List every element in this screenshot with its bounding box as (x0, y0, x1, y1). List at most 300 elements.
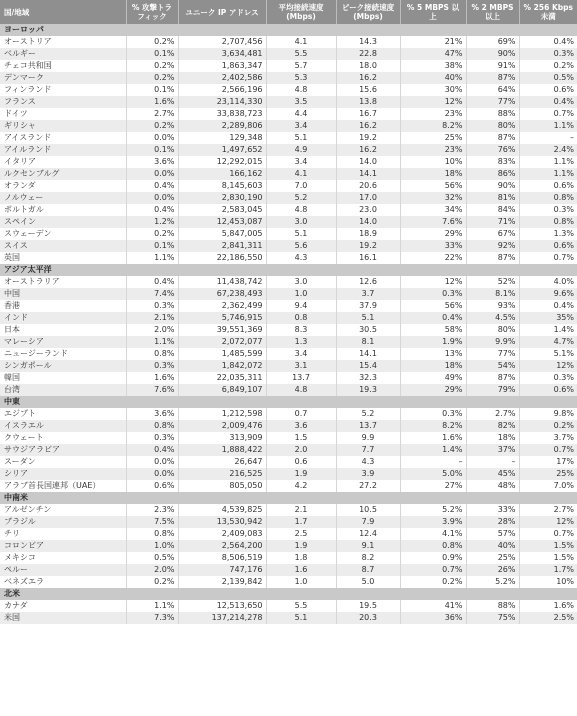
avg-speed-cell: 5.3 (266, 72, 336, 84)
peak-speed-cell: 22.8 (336, 48, 400, 60)
above-2mbps-cell: 25% (466, 552, 519, 564)
attack-traffic-cell: 1.1% (126, 252, 178, 264)
table-row (0, 612, 577, 624)
above-2mbps-cell: 79% (466, 384, 519, 396)
above-2mbps-cell: 82% (466, 420, 519, 432)
below-256kbps-cell: 1.1% (519, 120, 577, 132)
unique-ip-cell: 11,438,742 (178, 276, 266, 288)
avg-speed-cell: 3.6 (266, 420, 336, 432)
country-cell: 英国 (0, 252, 126, 264)
region-header-row (0, 588, 577, 600)
unique-ip-cell: 8,145,603 (178, 180, 266, 192)
country-cell: チリ (0, 528, 126, 540)
country-cell: ポルトガル (0, 204, 126, 216)
table-row (0, 240, 577, 252)
above-5mbps-cell: 40% (400, 72, 466, 84)
unique-ip-cell: 2,139,842 (178, 576, 266, 588)
peak-speed-cell: 5.0 (336, 576, 400, 588)
avg-speed-cell: 5.6 (266, 240, 336, 252)
unique-ip-cell: 12,453,087 (178, 216, 266, 228)
above-2mbps-cell: 88% (466, 108, 519, 120)
attack-traffic-cell: 7.6% (126, 384, 178, 396)
table-row (0, 300, 577, 312)
above-2mbps-cell: 4.5% (466, 312, 519, 324)
table-body (0, 24, 577, 624)
unique-ip-cell: 1,497,652 (178, 144, 266, 156)
table-row (0, 456, 577, 468)
below-256kbps-cell: 3.7% (519, 432, 577, 444)
country-cell: コロンビア (0, 540, 126, 552)
table-row (0, 552, 577, 564)
unique-ip-cell: 39,551,369 (178, 324, 266, 336)
country-cell: オーストリア (0, 36, 126, 48)
attack-traffic-cell: 0.3% (126, 360, 178, 372)
peak-speed-cell: 18.9 (336, 228, 400, 240)
above-2mbps-cell: 75% (466, 612, 519, 624)
table-row (0, 156, 577, 168)
attack-traffic-cell: 2.0% (126, 564, 178, 576)
avg-speed-cell: 5.1 (266, 132, 336, 144)
region-name: アジア太平洋 (0, 264, 577, 276)
above-5mbps-cell: 5.2% (400, 504, 466, 516)
below-256kbps-cell: 17% (519, 456, 577, 468)
peak-speed-cell: 32.3 (336, 372, 400, 384)
country-cell: スウェーデン (0, 228, 126, 240)
peak-speed-cell: 19.3 (336, 384, 400, 396)
above-2mbps-cell: 37% (466, 444, 519, 456)
below-256kbps-cell: 0.7% (519, 528, 577, 540)
unique-ip-cell: 2,409,083 (178, 528, 266, 540)
country-cell: スーダン (0, 456, 126, 468)
avg-speed-cell: 3.4 (266, 156, 336, 168)
table-row (0, 480, 577, 492)
unique-ip-cell: 23,114,330 (178, 96, 266, 108)
peak-speed-cell: 14.0 (336, 156, 400, 168)
attack-traffic-cell: 1.1% (126, 600, 178, 612)
unique-ip-cell: 67,238,493 (178, 288, 266, 300)
unique-ip-cell: 2,362,499 (178, 300, 266, 312)
attack-traffic-cell: 0.0% (126, 456, 178, 468)
above-2mbps-cell: – (466, 456, 519, 468)
avg-speed-cell: 0.6 (266, 456, 336, 468)
above-5mbps-cell: 56% (400, 180, 466, 192)
country-cell: オランダ (0, 180, 126, 192)
below-256kbps-cell: 1.1% (519, 168, 577, 180)
unique-ip-cell: 6,849,107 (178, 384, 266, 396)
region-header-row (0, 264, 577, 276)
country-cell: オーストラリア (0, 276, 126, 288)
table-header (0, 0, 577, 24)
above-5mbps-cell: 5.0% (400, 468, 466, 480)
unique-ip-cell: 1,888,422 (178, 444, 266, 456)
header-avg-speed: 平均接続速度 (Mbps) (266, 0, 336, 24)
peak-speed-cell: 5.2 (336, 408, 400, 420)
avg-speed-cell: 4.9 (266, 144, 336, 156)
below-256kbps-cell: 0.3% (519, 48, 577, 60)
country-cell: エジプト (0, 408, 126, 420)
table-row (0, 468, 577, 480)
table-row (0, 252, 577, 264)
above-2mbps-cell: 90% (466, 48, 519, 60)
avg-speed-cell: 0.7 (266, 408, 336, 420)
peak-speed-cell: 10.5 (336, 504, 400, 516)
avg-speed-cell: 3.1 (266, 360, 336, 372)
table-row (0, 408, 577, 420)
above-5mbps-cell: 0.3% (400, 408, 466, 420)
attack-traffic-cell: 0.8% (126, 420, 178, 432)
above-2mbps-cell: 87% (466, 72, 519, 84)
unique-ip-cell: 2,072,077 (178, 336, 266, 348)
table-row (0, 72, 577, 84)
avg-speed-cell: 5.2 (266, 192, 336, 204)
below-256kbps-cell: 2.7% (519, 504, 577, 516)
peak-speed-cell: 14.3 (336, 36, 400, 48)
below-256kbps-cell: 7.0% (519, 480, 577, 492)
country-cell: カナダ (0, 600, 126, 612)
peak-speed-cell: 30.5 (336, 324, 400, 336)
above-2mbps-cell: 18% (466, 432, 519, 444)
attack-traffic-cell: 1.6% (126, 372, 178, 384)
avg-speed-cell: 5.5 (266, 48, 336, 60)
avg-speed-cell: 4.8 (266, 204, 336, 216)
avg-speed-cell: 3.4 (266, 348, 336, 360)
country-cell: シリア (0, 468, 126, 480)
peak-speed-cell: 5.1 (336, 312, 400, 324)
avg-speed-cell: 7.0 (266, 180, 336, 192)
country-cell: マレーシア (0, 336, 126, 348)
attack-traffic-cell: 0.4% (126, 276, 178, 288)
attack-traffic-cell: 1.2% (126, 216, 178, 228)
above-2mbps-cell: 8.1% (466, 288, 519, 300)
country-cell: ニュージーランド (0, 348, 126, 360)
above-5mbps-cell: 38% (400, 60, 466, 72)
attack-traffic-cell: 0.5% (126, 552, 178, 564)
unique-ip-cell: 216,525 (178, 468, 266, 480)
above-5mbps-cell: 23% (400, 108, 466, 120)
above-5mbps-cell: 25% (400, 132, 466, 144)
peak-speed-cell: 8.7 (336, 564, 400, 576)
attack-traffic-cell: 0.1% (126, 48, 178, 60)
table-row (0, 204, 577, 216)
attack-traffic-cell: 0.0% (126, 192, 178, 204)
table-row (0, 540, 577, 552)
unique-ip-cell: 2,564,200 (178, 540, 266, 552)
table-row (0, 132, 577, 144)
peak-speed-cell: 18.0 (336, 60, 400, 72)
above-5mbps-cell: 32% (400, 192, 466, 204)
peak-speed-cell: 16.2 (336, 144, 400, 156)
peak-speed-cell: 3.9 (336, 468, 400, 480)
table-row (0, 360, 577, 372)
peak-speed-cell: 16.2 (336, 72, 400, 84)
above-2mbps-cell: 92% (466, 240, 519, 252)
table-row (0, 564, 577, 576)
attack-traffic-cell: 0.4% (126, 180, 178, 192)
avg-speed-cell: 5.1 (266, 612, 336, 624)
peak-speed-cell: 15.4 (336, 360, 400, 372)
table-row (0, 504, 577, 516)
attack-traffic-cell: 0.0% (126, 168, 178, 180)
above-2mbps-cell: 57% (466, 528, 519, 540)
table-row (0, 168, 577, 180)
attack-traffic-cell: 0.4% (126, 444, 178, 456)
avg-speed-cell: 1.6 (266, 564, 336, 576)
peak-speed-cell: 8.2 (336, 552, 400, 564)
country-cell: クウェート (0, 432, 126, 444)
above-5mbps-cell: 29% (400, 228, 466, 240)
above-2mbps-cell: 86% (466, 168, 519, 180)
country-cell: シンガポール (0, 360, 126, 372)
country-cell: ルクセンブルグ (0, 168, 126, 180)
header-unique-ip: ユニーク IP アドレス (178, 0, 266, 24)
country-cell: ブラジル (0, 516, 126, 528)
avg-speed-cell: 1.9 (266, 540, 336, 552)
below-256kbps-cell: 9.8% (519, 408, 577, 420)
table-row (0, 144, 577, 156)
above-5mbps-cell: 21% (400, 36, 466, 48)
table-row (0, 516, 577, 528)
unique-ip-cell: 2,289,806 (178, 120, 266, 132)
attack-traffic-cell: 7.5% (126, 516, 178, 528)
above-2mbps-cell: 71% (466, 216, 519, 228)
table-row (0, 60, 577, 72)
unique-ip-cell: 33,838,723 (178, 108, 266, 120)
above-5mbps-cell: 22% (400, 252, 466, 264)
avg-speed-cell: 2.0 (266, 444, 336, 456)
table-row (0, 420, 577, 432)
below-256kbps-cell: 1.7% (519, 564, 577, 576)
attack-traffic-cell: 1.6% (126, 96, 178, 108)
above-5mbps-cell: 7.6% (400, 216, 466, 228)
below-256kbps-cell: 0.8% (519, 192, 577, 204)
region-header-row (0, 492, 577, 504)
attack-traffic-cell: 0.1% (126, 84, 178, 96)
above-2mbps-cell: 77% (466, 348, 519, 360)
country-cell: アイスランド (0, 132, 126, 144)
avg-speed-cell: 4.1 (266, 36, 336, 48)
country-cell: イスラエル (0, 420, 126, 432)
below-256kbps-cell: 25% (519, 468, 577, 480)
unique-ip-cell: 26,647 (178, 456, 266, 468)
peak-speed-cell: 19.5 (336, 600, 400, 612)
above-2mbps-cell: 80% (466, 324, 519, 336)
peak-speed-cell: 14.0 (336, 216, 400, 228)
peak-speed-cell: 12.4 (336, 528, 400, 540)
attack-traffic-cell: 2.7% (126, 108, 178, 120)
avg-speed-cell: 5.7 (266, 60, 336, 72)
unique-ip-cell: 1,842,072 (178, 360, 266, 372)
unique-ip-cell: 4,539,825 (178, 504, 266, 516)
attack-traffic-cell: 7.3% (126, 612, 178, 624)
unique-ip-cell: 1,212,598 (178, 408, 266, 420)
table-row (0, 288, 577, 300)
above-2mbps-cell: 69% (466, 36, 519, 48)
above-5mbps-cell: 58% (400, 324, 466, 336)
below-256kbps-cell: 0.4% (519, 36, 577, 48)
country-cell: インド (0, 312, 126, 324)
below-256kbps-cell: 0.4% (519, 96, 577, 108)
unique-ip-cell: 12,513,650 (178, 600, 266, 612)
above-2mbps-cell: 88% (466, 600, 519, 612)
country-cell: 米国 (0, 612, 126, 624)
above-5mbps-cell: 4.1% (400, 528, 466, 540)
peak-speed-cell: 19.2 (336, 240, 400, 252)
peak-speed-cell: 7.7 (336, 444, 400, 456)
country-cell: メキシコ (0, 552, 126, 564)
below-256kbps-cell: 4.7% (519, 336, 577, 348)
below-256kbps-cell: 0.7% (519, 252, 577, 264)
header-above-5mbps: % 5 MBPS 以上 (400, 0, 466, 24)
peak-speed-cell: 13.8 (336, 96, 400, 108)
table-row (0, 528, 577, 540)
below-256kbps-cell: 4.0% (519, 276, 577, 288)
attack-traffic-cell: 1.0% (126, 540, 178, 552)
below-256kbps-cell: 0.7% (519, 444, 577, 456)
above-2mbps-cell: 93% (466, 300, 519, 312)
below-256kbps-cell: 0.8% (519, 216, 577, 228)
above-2mbps-cell: 28% (466, 516, 519, 528)
above-5mbps-cell: 18% (400, 360, 466, 372)
unique-ip-cell: 2,566,196 (178, 84, 266, 96)
peak-speed-cell: 4.3 (336, 456, 400, 468)
unique-ip-cell: 166,162 (178, 168, 266, 180)
country-cell: サウジアラビア (0, 444, 126, 456)
below-256kbps-cell: 1.5% (519, 540, 577, 552)
below-256kbps-cell: 12% (519, 360, 577, 372)
region-name: ヨーロッパ (0, 24, 577, 36)
table-row (0, 216, 577, 228)
country-cell: デンマーク (0, 72, 126, 84)
unique-ip-cell: 2,830,190 (178, 192, 266, 204)
below-256kbps-cell: 1.4% (519, 324, 577, 336)
peak-speed-cell: 13.7 (336, 420, 400, 432)
above-2mbps-cell: 80% (466, 120, 519, 132)
above-2mbps-cell: 90% (466, 180, 519, 192)
unique-ip-cell: 1,863,347 (178, 60, 266, 72)
attack-traffic-cell: 0.2% (126, 576, 178, 588)
below-256kbps-cell: 0.5% (519, 72, 577, 84)
above-2mbps-cell: 76% (466, 144, 519, 156)
avg-speed-cell: 4.2 (266, 480, 336, 492)
unique-ip-cell: 2,009,476 (178, 420, 266, 432)
below-256kbps-cell: 0.6% (519, 84, 577, 96)
below-256kbps-cell: 1.1% (519, 156, 577, 168)
peak-speed-cell: 37.9 (336, 300, 400, 312)
header-above-2mbps: % 2 MBPS 以上 (466, 0, 519, 24)
avg-speed-cell: 2.5 (266, 528, 336, 540)
unique-ip-cell: 2,402,586 (178, 72, 266, 84)
region-name: 中南米 (0, 492, 577, 504)
unique-ip-cell: 2,583,045 (178, 204, 266, 216)
country-cell: フランス (0, 96, 126, 108)
above-5mbps-cell: 27% (400, 480, 466, 492)
above-2mbps-cell: 40% (466, 540, 519, 552)
above-2mbps-cell: 91% (466, 60, 519, 72)
table-row (0, 180, 577, 192)
country-cell: ベルギー (0, 48, 126, 60)
table-row (0, 228, 577, 240)
above-5mbps-cell: 0.3% (400, 288, 466, 300)
attack-traffic-cell: 2.3% (126, 504, 178, 516)
above-5mbps-cell: 41% (400, 600, 466, 612)
table-row (0, 36, 577, 48)
table-row (0, 576, 577, 588)
unique-ip-cell: 12,292,015 (178, 156, 266, 168)
table-row (0, 96, 577, 108)
avg-speed-cell: 4.4 (266, 108, 336, 120)
attack-traffic-cell: 0.2% (126, 60, 178, 72)
above-5mbps-cell: 18% (400, 168, 466, 180)
table-row (0, 48, 577, 60)
below-256kbps-cell: 2.5% (519, 612, 577, 624)
attack-traffic-cell: 0.2% (126, 228, 178, 240)
attack-traffic-cell: 3.6% (126, 408, 178, 420)
avg-speed-cell: 4.8 (266, 84, 336, 96)
attack-traffic-cell: 2.1% (126, 312, 178, 324)
above-5mbps-cell: 12% (400, 96, 466, 108)
attack-traffic-cell: 7.4% (126, 288, 178, 300)
header-attack-traffic: % 攻撃トラフィック (126, 0, 178, 24)
avg-speed-cell: 1.5 (266, 432, 336, 444)
region-name: 中東 (0, 396, 577, 408)
above-5mbps-cell: 8.2% (400, 420, 466, 432)
above-2mbps-cell: 52% (466, 276, 519, 288)
country-cell: 日本 (0, 324, 126, 336)
attack-traffic-cell: 0.2% (126, 36, 178, 48)
avg-speed-cell: 4.1 (266, 168, 336, 180)
avg-speed-cell: 3.0 (266, 276, 336, 288)
table-row (0, 600, 577, 612)
below-256kbps-cell: 0.3% (519, 372, 577, 384)
avg-speed-cell: 1.3 (266, 336, 336, 348)
country-cell: 韓国 (0, 372, 126, 384)
region-header-row (0, 396, 577, 408)
table-row (0, 84, 577, 96)
above-2mbps-cell: 45% (466, 468, 519, 480)
below-256kbps-cell: 0.6% (519, 384, 577, 396)
below-256kbps-cell: 9.6% (519, 288, 577, 300)
country-cell: ドイツ (0, 108, 126, 120)
attack-traffic-cell: 0.3% (126, 432, 178, 444)
peak-speed-cell: 16.2 (336, 120, 400, 132)
above-2mbps-cell: 33% (466, 504, 519, 516)
attack-traffic-cell: 0.0% (126, 468, 178, 480)
country-cell: チェコ共和国 (0, 60, 126, 72)
unique-ip-cell: 2,707,456 (178, 36, 266, 48)
avg-speed-cell: 1.0 (266, 576, 336, 588)
attack-traffic-cell: 3.6% (126, 156, 178, 168)
unique-ip-cell: 1,485,599 (178, 348, 266, 360)
peak-speed-cell: 9.1 (336, 540, 400, 552)
above-5mbps-cell: 1.9% (400, 336, 466, 348)
above-2mbps-cell: 83% (466, 156, 519, 168)
table-row (0, 432, 577, 444)
country-cell: アラブ首長国連邦（UAE） (0, 480, 126, 492)
table-row (0, 108, 577, 120)
above-2mbps-cell: 54% (466, 360, 519, 372)
avg-speed-cell: 1.8 (266, 552, 336, 564)
below-256kbps-cell: 0.3% (519, 204, 577, 216)
above-5mbps-cell: 23% (400, 144, 466, 156)
above-5mbps-cell: 29% (400, 384, 466, 396)
table-row (0, 324, 577, 336)
unique-ip-cell: 5,847,005 (178, 228, 266, 240)
below-256kbps-cell: 1.3% (519, 228, 577, 240)
unique-ip-cell: 22,186,550 (178, 252, 266, 264)
below-256kbps-cell: 1.6% (519, 600, 577, 612)
above-2mbps-cell: 77% (466, 96, 519, 108)
table-row (0, 348, 577, 360)
